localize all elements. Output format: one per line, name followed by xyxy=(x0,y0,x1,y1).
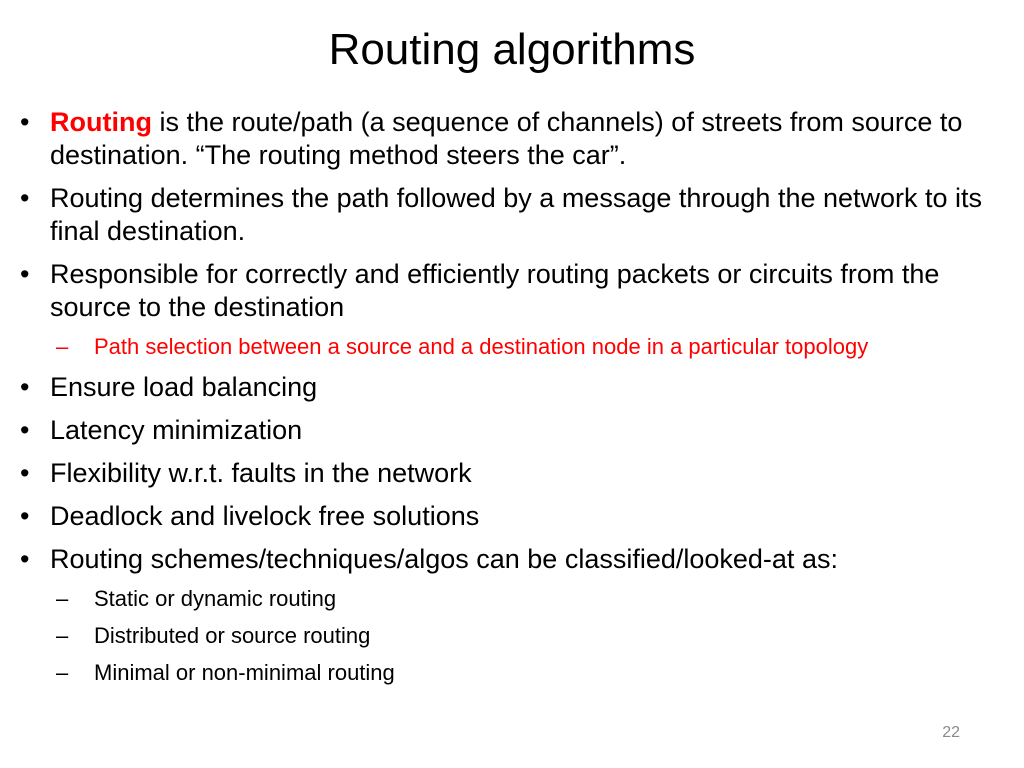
slide-title: Routing algorithms xyxy=(328,25,696,74)
bullet-item xyxy=(16,106,1008,172)
bullet-keyword: Routing xyxy=(50,107,152,137)
sub-bullet-text: Static or dynamic routing xyxy=(94,586,337,611)
bullet-text: Latency minimization xyxy=(50,415,303,445)
sub-bullet-text: Path selection between a source and a destination node in a particular topology xyxy=(94,334,869,359)
bullet-text: is the route/path (a sequence of channels) of streets from source to destination. “The routing method steers the car”. xyxy=(50,107,963,170)
dash-icon: – xyxy=(56,660,69,685)
bullet-text: Deadlock and livelock free solutions xyxy=(50,501,480,531)
sub-bullet-item xyxy=(16,585,1008,613)
bullet-text: Flexibility w.r.t. faults in the network xyxy=(50,458,472,488)
bullet-item xyxy=(16,414,1008,447)
bullet-item xyxy=(16,258,1008,324)
bullet-dot-icon: • xyxy=(20,183,30,213)
dash-icon: – xyxy=(56,623,69,648)
dash-icon: – xyxy=(56,586,69,611)
bullet-dot-icon: • xyxy=(20,458,30,488)
bullet-item xyxy=(16,500,1008,533)
bullet-text: Responsible for correctly and efficiently routing packets or circuits from the source to the destination xyxy=(50,259,940,322)
bullet-dot-icon: • xyxy=(20,415,30,445)
sub-bullet-text: Distributed or source routing xyxy=(94,623,371,648)
page-number: 22 xyxy=(942,724,960,741)
bullet-item xyxy=(16,457,1008,490)
bullet-item xyxy=(16,371,1008,404)
sub-bullet-item xyxy=(16,333,1008,361)
bullet-dot-icon: • xyxy=(20,501,30,531)
bullet-item xyxy=(16,543,1008,576)
sub-bullet-text: Minimal or non-minimal routing xyxy=(94,660,395,685)
bullet-list xyxy=(16,106,1008,696)
bullet-dot-icon: • xyxy=(20,107,30,137)
bullet-text: Routing determines the path followed by a message through the network to its final destination. xyxy=(50,183,983,246)
bullet-dot-icon: • xyxy=(20,372,30,402)
sub-bullet-item xyxy=(16,659,1008,687)
bullet-text: Ensure load balancing xyxy=(50,372,318,402)
bullet-dot-icon: • xyxy=(20,259,30,289)
bullet-text: Routing schemes/techniques/algos can be classified/looked-at as: xyxy=(50,544,838,574)
dash-icon: – xyxy=(56,334,69,359)
sub-bullet-item xyxy=(16,622,1008,650)
bullet-dot-icon: • xyxy=(20,544,30,574)
bullet-item xyxy=(16,182,1008,248)
